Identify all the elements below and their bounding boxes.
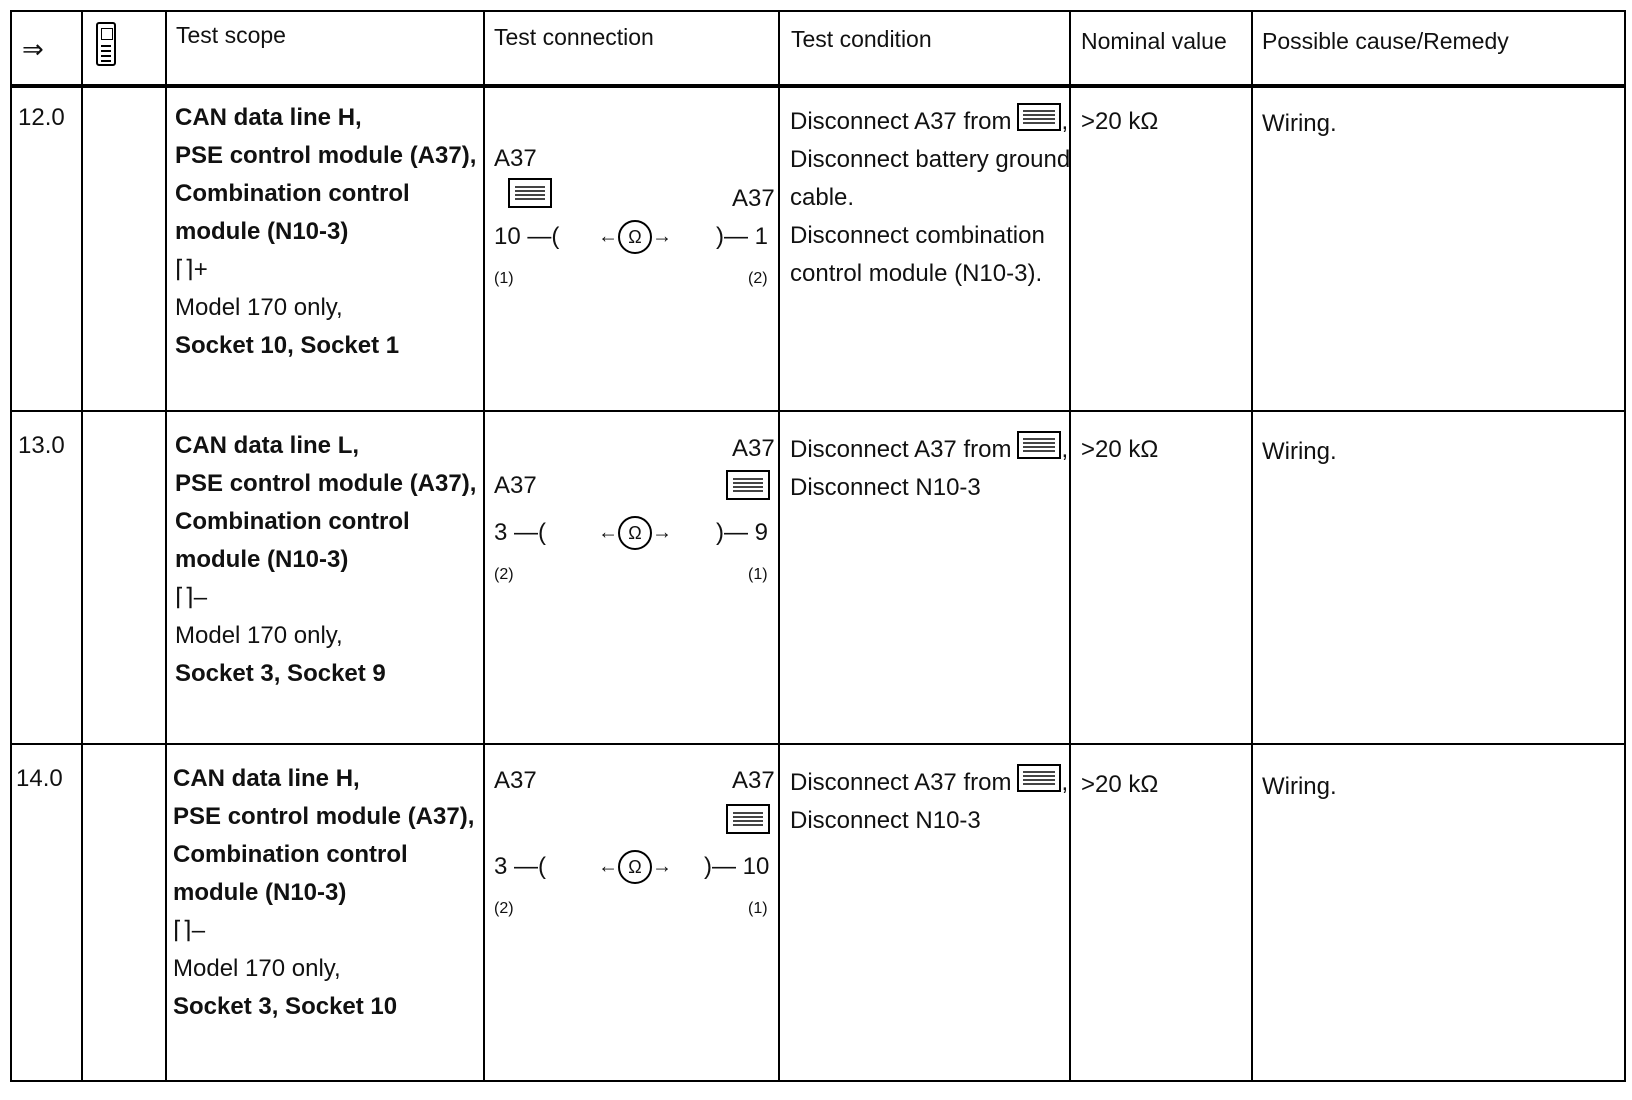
remedy-text: Wiring. xyxy=(1262,773,1337,800)
scope-line: CAN data line L, xyxy=(175,432,360,459)
scope-line: Socket 3, Socket 9 xyxy=(175,660,386,687)
header-test-scope: Test scope xyxy=(176,22,286,48)
ohmmeter-symbol: ← Ω → xyxy=(598,220,672,254)
scope-line: Model 170 only, xyxy=(175,622,343,649)
ohm-icon: Ω xyxy=(618,850,652,884)
scope-line: Model 170 only, xyxy=(175,294,343,321)
condition-line: Disconnect A37 from , xyxy=(790,103,1068,141)
ohm-icon: Ω xyxy=(618,220,652,254)
condition-line: Disconnect battery ground xyxy=(790,146,1071,173)
lead-ref-right: (1) xyxy=(748,900,768,917)
tester-device-icon xyxy=(96,22,116,66)
pin-right: )— 10 xyxy=(704,853,770,880)
lead-ref-right: (1) xyxy=(748,566,768,583)
header-test-condition: Test condition xyxy=(791,26,932,52)
header-nominal-value: Nominal value xyxy=(1081,28,1227,54)
pin-left: 10 —( xyxy=(494,223,560,250)
scope-line: Combination control xyxy=(175,508,410,535)
table-top-border xyxy=(10,10,1626,12)
lead-ref-right: (2) xyxy=(748,270,768,287)
col-divider xyxy=(81,10,83,1082)
scope-line: PSE control module (A37), xyxy=(175,142,477,169)
header-arrow: ⇒ xyxy=(22,34,44,64)
ohmmeter-symbol: ← Ω → xyxy=(598,850,672,884)
connector-label-left: A37 xyxy=(494,472,537,499)
scope-line: ⌈⌉– xyxy=(175,584,208,611)
scope-line: Combination control xyxy=(175,180,410,207)
condition-line: control module (N10-3). xyxy=(790,260,1043,287)
scope-line: ⌈⌉+ xyxy=(175,256,208,283)
step-number: 13.0 xyxy=(18,432,65,459)
control-module-icon xyxy=(1017,764,1061,792)
lead-ref-left: (1) xyxy=(494,270,514,287)
scope-line: module (N10-3) xyxy=(175,546,349,573)
scope-line: Socket 3, Socket 10 xyxy=(173,993,398,1020)
nominal-value: >20 kΩ xyxy=(1081,771,1159,798)
scope-line: PSE control module (A37), xyxy=(173,803,475,830)
condition-text: Disconnect A37 from xyxy=(790,769,1012,796)
col-divider xyxy=(1624,10,1626,1082)
scope-line: Socket 10, Socket 1 xyxy=(175,332,400,359)
connector-label-right: A37 xyxy=(732,767,775,794)
col-divider xyxy=(778,10,780,1082)
connector-label-left: A37 xyxy=(494,145,537,172)
step-number: 12.0 xyxy=(18,104,65,131)
col-divider xyxy=(165,10,167,1082)
lead-ref-left: (2) xyxy=(494,566,514,583)
remedy-text: Wiring. xyxy=(1262,438,1337,465)
nominal-value: >20 kΩ xyxy=(1081,436,1159,463)
col-divider xyxy=(10,10,12,1082)
nominal-value: >20 kΩ xyxy=(1081,108,1159,135)
step-number: 14.0 xyxy=(16,765,63,792)
condition-text: Disconnect A37 from xyxy=(790,108,1012,135)
connector-label-right: A37 xyxy=(732,435,775,462)
lead-ref-left: (2) xyxy=(494,900,514,917)
remedy-text: Wiring. xyxy=(1262,110,1337,137)
col-divider xyxy=(1251,10,1253,1082)
header-remedy: Possible cause/Remedy xyxy=(1262,28,1509,54)
pin-right: )— 9 xyxy=(716,519,769,546)
condition-text: Disconnect A37 from xyxy=(790,436,1012,463)
condition-line: Disconnect combination xyxy=(790,222,1045,249)
header-bottom-border xyxy=(10,84,1626,88)
control-module-icon xyxy=(1017,103,1061,131)
ohmmeter-symbol: ← Ω → xyxy=(598,516,672,550)
condition-line: cable. xyxy=(790,184,855,211)
scope-line: module (N10-3) xyxy=(175,218,349,245)
control-module-icon xyxy=(726,804,770,834)
row-divider xyxy=(10,743,1626,745)
scope-line: CAN data line H, xyxy=(175,104,362,131)
pin-left: 3 —( xyxy=(494,519,547,546)
scope-line: PSE control module (A37), xyxy=(175,470,477,497)
pin-right: )— 1 xyxy=(716,223,769,250)
control-module-icon xyxy=(508,178,552,208)
scope-line: Combination control xyxy=(173,841,408,868)
col-divider xyxy=(483,10,485,1082)
pin-left: 3 —( xyxy=(494,853,547,880)
scope-line: Model 170 only, xyxy=(173,955,341,982)
control-module-icon xyxy=(726,470,770,500)
header-test-connection: Test connection xyxy=(494,24,654,50)
scope-line: ⌈⌉– xyxy=(173,917,206,944)
table-bottom-border xyxy=(10,1080,1626,1082)
condition-line: Disconnect A37 from , xyxy=(790,764,1068,802)
control-module-icon xyxy=(1017,431,1061,459)
condition-line: Disconnect N10-3 xyxy=(790,474,981,501)
condition-line: Disconnect N10-3 xyxy=(790,807,981,834)
scope-line: module (N10-3) xyxy=(173,879,347,906)
ohm-icon: Ω xyxy=(618,516,652,550)
row-divider xyxy=(10,410,1626,412)
connector-label-right: A37 xyxy=(732,185,775,212)
scope-line: CAN data line H, xyxy=(173,765,360,792)
condition-line: Disconnect A37 from , xyxy=(790,431,1068,469)
connector-label-left: A37 xyxy=(494,767,537,794)
